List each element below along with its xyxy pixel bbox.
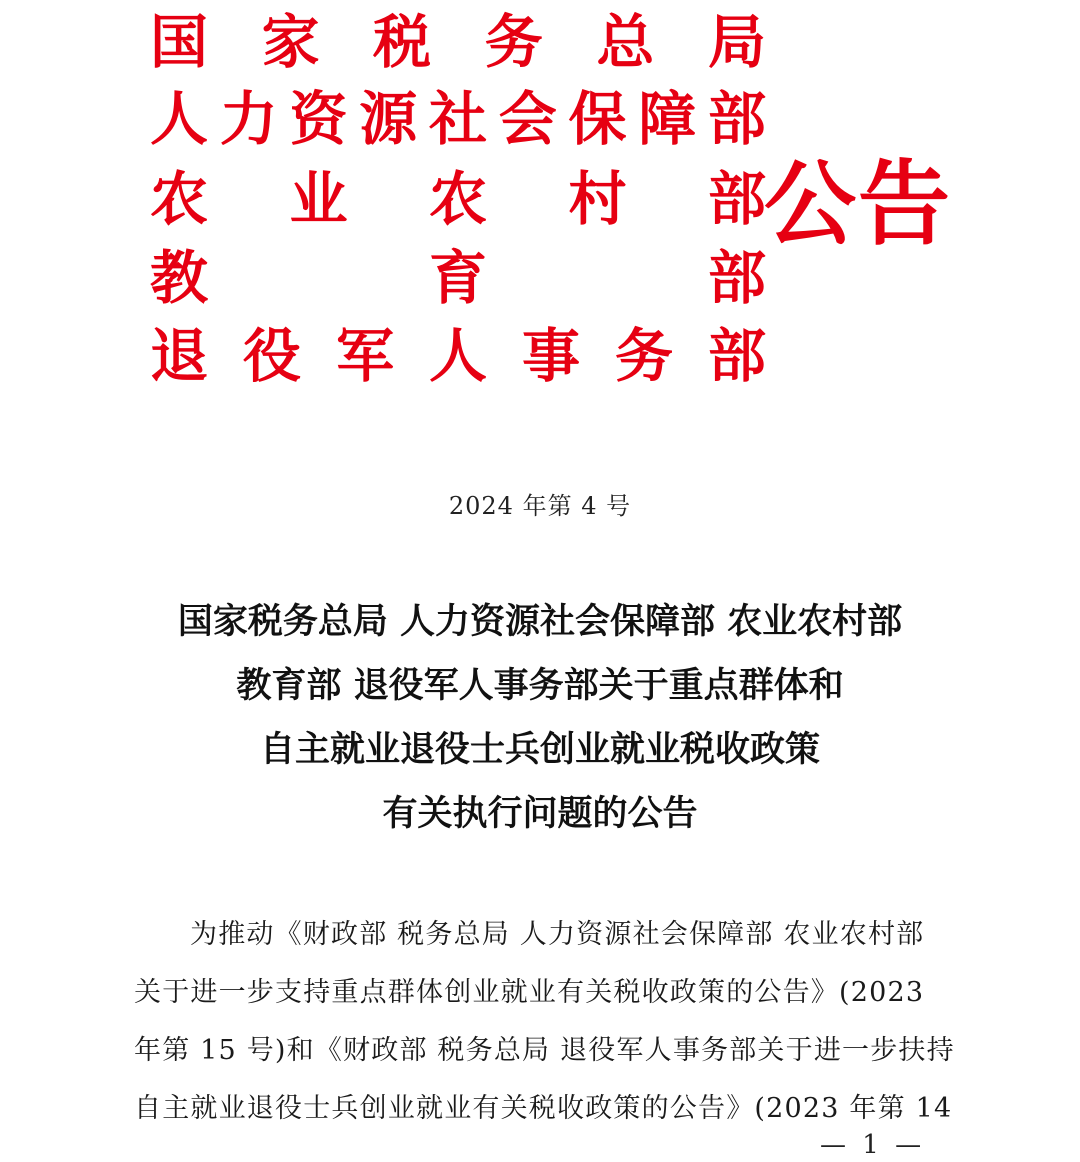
document-title [100,590,980,846]
issuer-char: 教 [149,244,208,312]
document-number: 2024 年第 4 号 [448,492,632,520]
page-number: — 1 — [820,1130,926,1160]
issuer-char: 部 [707,85,766,153]
issuer-char: 国 [149,8,208,76]
issuer-char: 务 [484,8,543,76]
issuer-char: 人 [428,322,487,390]
title-line: 有关执行问题的公告 [382,793,698,834]
issuer-char: 农 [149,165,208,233]
issuer-char: 部 [707,322,766,390]
issuer-char: 力 [219,85,278,153]
issuer-human-resources [148,79,768,159]
body-line: 自主就业退役士兵创业就业有关税收政策的公告》(2023 年第 14 [134,1093,953,1124]
issuer-char: 总 [596,8,655,76]
issuer-char: 役 [242,322,301,390]
issuer-veterans-affairs [148,316,768,396]
title-line: 国家税务总局 人力资源社会保障部 农业农村部 [177,601,903,642]
issuer-education [148,238,768,318]
body-text [134,906,955,1138]
issuer-char: 部 [707,244,766,312]
issuer-char: 人 [149,85,208,153]
issuer-char: 保 [568,85,627,153]
title-line: 自主就业退役士兵创业就业税收政策 [259,729,820,770]
issuer-char: 事 [521,322,580,390]
issuer-char: 军 [335,322,394,390]
issuer-char: 务 [614,322,673,390]
issuer-char: 农 [428,165,487,233]
issuer-char: 源 [359,85,418,153]
body-line: 为推动《财政部 税务总局 人力资源社会保障部 农业农村部 [190,919,925,950]
issuing-authorities [148,0,768,400]
issuer-char: 业 [289,165,348,233]
issuer-char: 育 [428,244,487,312]
issuer-char: 社 [428,85,487,153]
issuer-char: 税 [373,8,432,76]
body-line: 年第 15 号)和《财政部 税务总局 退役军人事务部关于进一步扶持 [134,1035,955,1066]
issuer-char: 局 [707,8,766,76]
title-line: 教育部 退役军人事务部关于重点群体和 [236,665,844,706]
issuer-tax-administration [148,2,768,82]
issuer-char: 退 [149,322,208,390]
issuer-char: 村 [568,165,627,233]
body-line: 关于进一步支持重点群体创业就业有关税收政策的公告》(2023 [134,977,925,1008]
issuer-agriculture [148,159,768,239]
issuer-char: 会 [498,85,557,153]
issuer-char: 部 [707,165,766,233]
issuer-char: 家 [261,8,320,76]
issuer-char: 资 [289,85,348,153]
issuer-char: 障 [638,85,697,153]
announcement-label: 公告 [764,151,953,258]
